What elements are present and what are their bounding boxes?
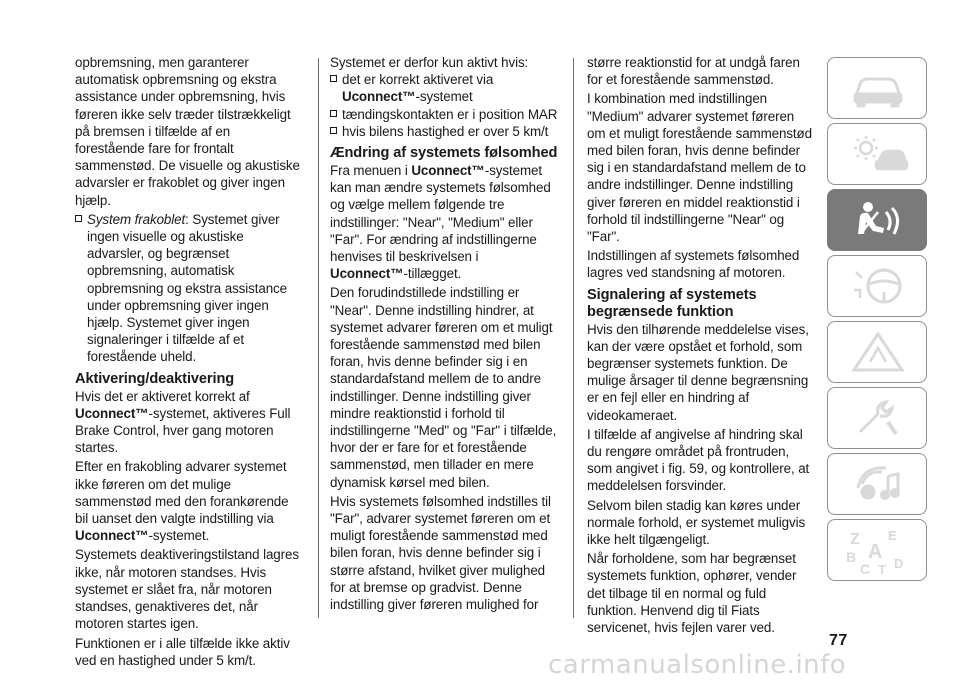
text-run: hvis bilens hastighed er over 5 km/t [342,123,549,139]
brand-name: Uconnect™ [330,266,404,282]
text-run: tændingskontakten er i position MAR [342,106,558,122]
paragraph [75,388,303,457]
text-run: Fra menuen i [330,163,412,179]
text-column-1 [75,54,303,669]
text-run: Efter en frakobling advarer systemet ikke føreren om det mulige sammenstød med den forankørende bil uanset den valgte indstilling via [75,459,289,527]
list-item [330,106,558,123]
checkbox-bullet-icon [330,127,337,134]
brand-name: Uconnect™ [342,89,416,105]
paragraph: Systemets deaktiveringstilstand lagres ikke, når motoren standses. Hvis systemet er slået fra, når motoren standses, genaktiveres det, når motoren startes igen. [75,547,299,632]
brand-name: Uconnect™ [411,163,485,179]
checkbox-bullet-icon [75,215,82,222]
text-run: -systemet kan man ændre systemets følsomhed og vælge mellem følgende tre indstillinger: "Near", "Medium" eller "Far". For ændring af indstillingerne henvises til beskrivelsen i [330,163,551,265]
text-run: -systemet [415,89,473,105]
text-run: Hvis det er aktiveret korrekt af [75,388,250,404]
tab-maintenance[interactable] [827,387,927,449]
dashboard-lights-icon [848,132,908,178]
steering-wheel-icon [848,264,908,310]
watermark: carmanualsonline.info [548,650,847,680]
tab-index[interactable] [827,519,927,581]
car-icon [848,66,908,112]
service-wrench-icon [848,396,908,442]
text-run: -systemet, aktiveres Full Brake Control, hver gang motoren startes. [75,405,291,456]
column-divider [573,58,574,618]
index-letter: D [894,556,904,571]
paragraph: Indstillingen af systemets følsomhed lagres ved standsning af motoren. [587,248,800,281]
page-number: 77 [829,632,848,649]
list-item [330,71,558,105]
paragraph: I tilfælde af angivelse af hindring skal du rengøre området på frontruden, som angivet i fig. 59, og kontrollere, at meddelelsen forsvinder. [587,426,810,494]
paragraph: opbremsning, men garanterer automatisk opbremsning og ekstra assistance under opbremsning, hvis føreren ikke selv træder tilstrækkeligt på bremsen i tilfælde af en forestående fare for frontalt sammenstød. De visuelle og akustiske advarsler er frakoblet og giver ingen hjælp. [75,55,300,208]
section-heading: Ændring af systemets følsomhed [330,145,558,162]
index-letter: E [888,528,897,543]
tab-dashboard-lights[interactable] [827,123,927,185]
tab-safety[interactable] [827,189,927,251]
tab-multimedia[interactable] [827,453,927,515]
brand-name: Uconnect™ [75,528,149,544]
tab-emergency[interactable] [827,321,927,383]
list-item-label: System frakoblet [87,211,186,227]
list-item [330,123,558,140]
brand-name: Uconnect™ [75,405,149,421]
checkbox-bullet-icon [330,110,337,117]
tab-starting-driving[interactable] [827,255,927,317]
paragraph: I kombination med indstillingen "Medium" advarer systemet føreren om et muligt forestående sammenstød med bilen foran, hvis denne befinder sig i en standardafstand mellem de to andre indstillinger. Denne indstilling giver føreren en middel reaktionstid i forhold til indstillingerne "Near" og "Far". [587,91,812,245]
index-letter: Z [850,531,860,548]
paragraph [75,458,303,544]
text-column-2 [330,54,558,613]
tab-car[interactable] [827,57,927,119]
multimedia-icon [848,462,908,508]
paragraph: Hvis systemets følsomhed indstilles til "Far", advarer systemet føreren om et muligt forestående sammenstød med bilen foran, hvis denne befinder sig i større afstand, hvilket giver mulighed for at bremse op gradvist. Denne indstilling giver føreren mulighed for [330,493,551,613]
section-heading: Aktivering/deaktivering [75,370,235,387]
alphabetical-index-icon [846,528,908,577]
warning-triangle-icon [848,330,908,376]
text-run: -systemet. [148,528,210,544]
column-divider [318,58,319,618]
list-item [75,211,303,366]
text-column-3 [587,54,815,636]
paragraph: Systemet er derfor kun aktivt hvis: [330,55,529,70]
index-letter: T [878,562,886,577]
index-letter: C [860,561,871,577]
paragraph: større reaktionstid for at undgå faren for et forestående sammenstød. [587,55,800,88]
safety-airbag-icon [848,198,908,244]
text-run: -tillægget. [403,266,462,282]
paragraph: Hvis den tilhørende meddelelse vises, kan der være opstået et forhold, som begrænser systemets funktion. De mulige årsager til denne begrænsning er en fejl eller en hindring af videokameraet. [587,321,809,423]
checkbox-bullet-icon [330,75,337,82]
paragraph: Den forudindstillede indstilling er "Near". Denne indstilling hindrer, at systemet advarer føreren om et muligt forestående sammenstød med bilen foran, hvis denne befinder sig i en standardafstand mellem de to andre indstillinger. Denne indstilling giver mindre reaktionstid i forhold til indstillingerne "Med" og "Far" i tilfælde, hvor der er fare for et forestående sammenstød, men tillader en mere dynamisk kørsel med bilen. [330,285,557,490]
text-run: det er korrekt aktiveret via [342,72,494,88]
section-heading: Signalering af systemets begrænsede funktion [587,286,757,320]
paragraph: Funktionen er i alle tilfælde ikke aktiv ved en hastighed under 5 km/t. [75,635,290,668]
index-letter: B [846,549,857,565]
index-letter: A [868,541,883,563]
list-item-text: : Systemet giver ingen visuelle og akustiske advarsler, og begrænset opbremsning, automatisk opbremsning og ekstra assistance under opbremsning giver ingen hjælp. Systemet giver ingen signaleringer i tilfælde af et forestående uheld. [87,211,288,365]
paragraph [330,162,558,282]
paragraph: Selvom bilen stadig kan køres under normale forhold, er systemet muligvis ikke helt tilgængeligt. [587,497,806,548]
paragraph: Når forholdene, som har begrænset systemets funktion, ophører, vender det tilbage til en normal og fuld funktion. Henvend dig til Fiats servicenet, hvis fejlen varer ved. [587,551,797,636]
